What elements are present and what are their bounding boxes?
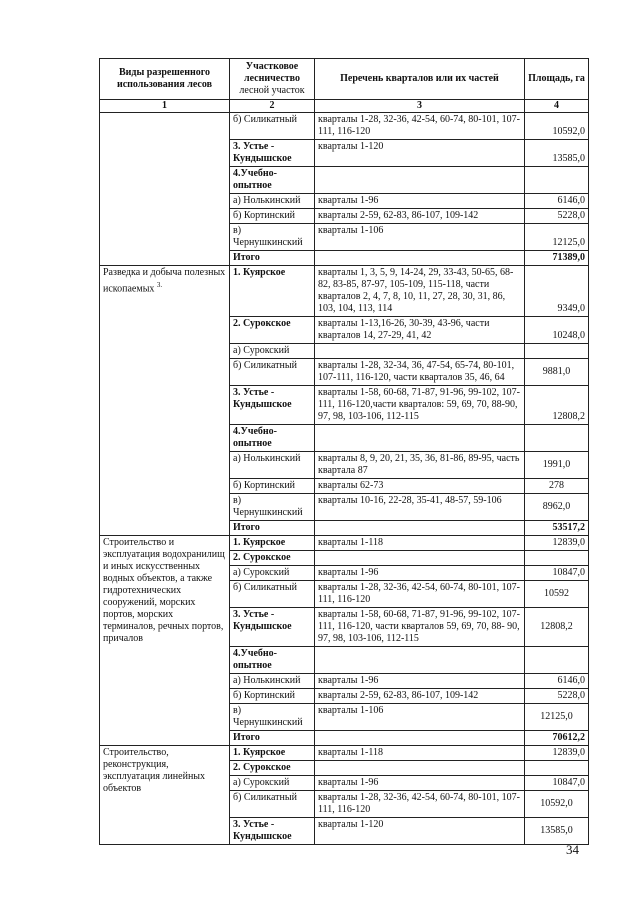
district-cell: 4.Учебно-опытное <box>230 167 315 194</box>
area-cell: 10592,0 <box>525 791 589 818</box>
quarters-cell: кварталы 1-96 <box>315 566 525 581</box>
quarters-cell: кварталы 1-120 <box>315 140 525 167</box>
district-cell: Итого <box>230 521 315 536</box>
use-type-cell <box>100 746 230 845</box>
use-type-cell <box>100 113 230 266</box>
area-cell <box>525 425 589 452</box>
area-cell: 9349,0 <box>525 266 589 317</box>
area-cell: 5228,0 <box>525 209 589 224</box>
table-row <box>100 746 589 761</box>
area-cell: 12808,2 <box>525 386 589 425</box>
quarters-cell: кварталы 1-28, 32-34, 36, 47-54, 65-74, 80-101, 107-111, 116-120, части кварталов 35, 46, 64 <box>315 359 525 386</box>
area-cell <box>525 647 589 674</box>
district-cell: в) Чернушкинский <box>230 494 315 521</box>
header-num-4: 4 <box>525 100 589 113</box>
district-cell: б) Силикатный <box>230 113 315 140</box>
header-num-2: 2 <box>230 100 315 113</box>
district-cell: а) Сурокский <box>230 776 315 791</box>
quarters-cell: кварталы 1-58, 60-68, 71-87, 91-96, 99-102, 107-111, 116-120, части кварталов 59, 69, 70, 88- 90, 97, 98, 103-106, 112-115 <box>315 608 525 647</box>
area-cell: 9881,0 <box>525 359 589 386</box>
quarters-cell: кварталы 1-28, 32-36, 42-54, 60-74, 80-101, 107-111, 116-120 <box>315 581 525 608</box>
table-row <box>100 113 589 140</box>
area-cell: 13585,0 <box>525 818 589 845</box>
footnote-marker: 3. <box>156 281 163 289</box>
area-cell: 12839,0 <box>525 536 589 551</box>
area-cell <box>525 344 589 359</box>
header-district-sub: лесной участок <box>239 85 305 96</box>
quarters-cell: кварталы 1-96 <box>315 776 525 791</box>
district-cell: 3. Устье - Кундышское <box>230 386 315 425</box>
area-cell: 10847,0 <box>525 776 589 791</box>
area-cell: 13585,0 <box>525 140 589 167</box>
district-cell: а) Нолькинский <box>230 674 315 689</box>
quarters-cell: кварталы 1-13,16-26, 30-39, 43-96, части кварталов 14, 27-29, 41, 42 <box>315 317 525 344</box>
quarters-cell: кварталы 1-28, 32-36, 42-54, 60-74, 80-101, 107-111, 116-120 <box>315 113 525 140</box>
use-type-text: Разведка и добыча полезных ископаемых <box>103 267 226 295</box>
table-row <box>100 266 589 317</box>
quarters-cell <box>315 344 525 359</box>
district-cell: 4.Учебно-опытное <box>230 647 315 674</box>
quarters-cell <box>315 551 525 566</box>
district-cell: 1. Куярское <box>230 266 315 317</box>
quarters-cell: кварталы 1-106 <box>315 224 525 251</box>
area-cell: 71389,0 <box>525 251 589 266</box>
area-cell: 12125,0 <box>525 224 589 251</box>
district-cell: а) Сурокский <box>230 344 315 359</box>
area-cell: 70612,2 <box>525 731 589 746</box>
area-cell: 12839,0 <box>525 746 589 761</box>
quarters-cell: кварталы 1, 3, 5, 9, 14-24, 29, 33-43, 50-65, 68-82, 83-85, 87-97, 105-109, 115-118, части кварталов 2, 4, 7, 8, 10, 11, 27, 28, 30, 31, 86, 103, 104, 113, 114 <box>315 266 525 317</box>
district-cell: 4.Учебно-опытное <box>230 425 315 452</box>
quarters-cell: кварталы 62-73 <box>315 479 525 494</box>
header-quarters: Перечень кварталов или их частей <box>315 59 525 100</box>
district-cell: в) Чернушкинский <box>230 704 315 731</box>
quarters-cell <box>315 521 525 536</box>
quarters-cell: кварталы 1-118 <box>315 536 525 551</box>
quarters-cell: кварталы 1-96 <box>315 194 525 209</box>
quarters-cell: кварталы 8, 9, 20, 21, 35, 36, 81-86, 89-95, часть квартала 87 <box>315 452 525 479</box>
district-cell: б) Кортинский <box>230 689 315 704</box>
header-district <box>230 59 315 100</box>
quarters-cell <box>315 251 525 266</box>
area-cell: 5228,0 <box>525 689 589 704</box>
district-cell: а) Нолькинский <box>230 194 315 209</box>
area-cell <box>525 551 589 566</box>
quarters-cell <box>315 761 525 776</box>
table-body <box>100 113 589 845</box>
header-area: Площадь, га <box>525 59 589 100</box>
district-cell: в) Чернушкинский <box>230 224 315 251</box>
quarters-cell: кварталы 1-118 <box>315 746 525 761</box>
district-cell: б) Силикатный <box>230 359 315 386</box>
quarters-cell <box>315 647 525 674</box>
area-cell: 8962,0 <box>525 494 589 521</box>
district-cell: 3. Устье - Кундышское <box>230 140 315 167</box>
use-type-cell <box>100 536 230 746</box>
quarters-cell: кварталы 10-16, 22-28, 35-41, 48-57, 59-106 <box>315 494 525 521</box>
header-num-3: 3 <box>315 100 525 113</box>
district-cell: а) Сурокский <box>230 566 315 581</box>
area-cell: 10248,0 <box>525 317 589 344</box>
header-use-type: Виды разрешенного использования лесов <box>100 59 230 100</box>
header-num-1: 1 <box>100 100 230 113</box>
use-type-cell <box>100 266 230 536</box>
area-cell: 10847,0 <box>525 566 589 581</box>
quarters-cell: кварталы 1-120 <box>315 818 525 845</box>
quarters-cell: кварталы 1-28, 32-36, 42-54, 60-74, 80-101, 107-111, 116-120 <box>315 791 525 818</box>
page-number: 34 <box>566 842 579 857</box>
quarters-cell: кварталы 2-59, 62-83, 86-107, 109-142 <box>315 209 525 224</box>
district-cell: 2. Сурокское <box>230 317 315 344</box>
district-cell: 2. Сурокское <box>230 761 315 776</box>
header-district-title: Участковое лесничество <box>243 61 300 84</box>
use-type-text: Строительство и эксплуатация водохранилищ и иных искусственных водных объектов, а также гидротехнических сооружений, морских портов, морских терминалов, речных портов, причалов <box>103 537 225 644</box>
quarters-cell: кварталы 2-59, 62-83, 86-107, 109-142 <box>315 689 525 704</box>
area-cell: 1991,0 <box>525 452 589 479</box>
quarters-cell: кварталы 1-106 <box>315 704 525 731</box>
area-cell: 53517,2 <box>525 521 589 536</box>
area-cell: 12808,2 <box>525 608 589 647</box>
district-cell: Итого <box>230 251 315 266</box>
quarters-cell <box>315 731 525 746</box>
district-cell: б) Силикатный <box>230 581 315 608</box>
areas-table <box>99 58 589 845</box>
district-cell: 2. Сурокское <box>230 551 315 566</box>
table-row <box>100 536 589 551</box>
area-cell: 12125,0 <box>525 704 589 731</box>
district-cell: а) Нолькинский <box>230 452 315 479</box>
area-cell <box>525 167 589 194</box>
area-cell: 6146,0 <box>525 194 589 209</box>
quarters-cell <box>315 425 525 452</box>
quarters-cell: кварталы 1-96 <box>315 674 525 689</box>
area-cell: 10592,0 <box>525 113 589 140</box>
area-cell: 6146,0 <box>525 674 589 689</box>
district-cell: 1. Куярское <box>230 746 315 761</box>
district-cell: б) Силикатный <box>230 791 315 818</box>
district-cell: 3. Устье - Кундышское <box>230 818 315 845</box>
table-header <box>100 59 589 113</box>
area-cell <box>525 761 589 776</box>
district-cell: 3. Устье - Кундышское <box>230 608 315 647</box>
district-cell: б) Кортинский <box>230 209 315 224</box>
district-cell: Итого <box>230 731 315 746</box>
use-type-text: Строительство, реконструкция, эксплуатация линейных объектов <box>103 747 206 794</box>
quarters-cell <box>315 167 525 194</box>
district-cell: 1. Куярское <box>230 536 315 551</box>
area-cell: 278 <box>525 479 589 494</box>
district-cell: б) Кортинский <box>230 479 315 494</box>
quarters-cell: кварталы 1-58, 60-68, 71-87, 91-96, 99-102, 107-111, 116-120,части кварталов: 59, 69, 70, 88-90, 97, 98, 103-106, 112-115 <box>315 386 525 425</box>
area-cell: 10592 <box>525 581 589 608</box>
